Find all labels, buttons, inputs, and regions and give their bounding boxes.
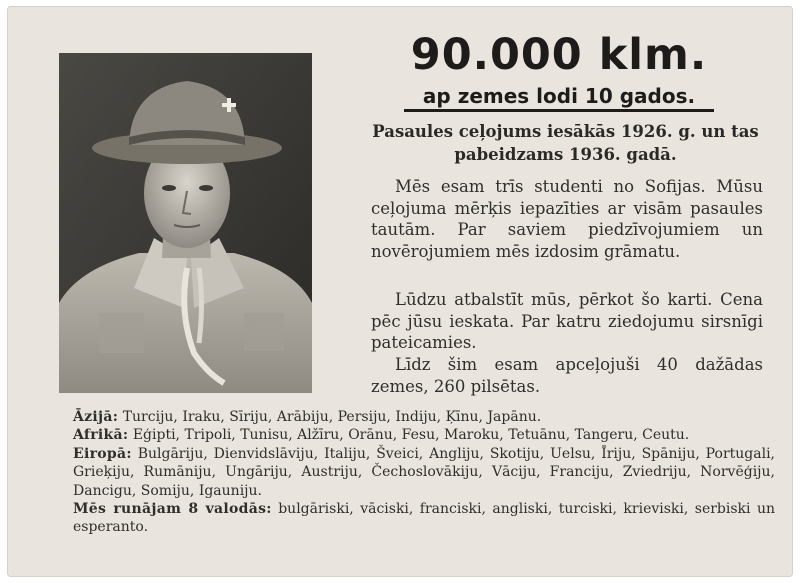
languages	[63, 500, 775, 537]
headline: Pasaules ceļojums iesākās 1926. g. un tas pabeidzams 1936. gadā.	[372, 122, 759, 164]
paragraph-intro: Mēs esam trīs studenti no Sofijas. Mūsu ceļojuma mērķis iepazīties ar visām pasaules tautām. Par saviem piedzīvojumiem un novērojumiem mēs izdosim grāmatu.	[371, 177, 763, 261]
region-label: Eiropā:	[73, 445, 132, 462]
region-africa	[63, 426, 775, 444]
paragraph-travelled: Līdz šim esam apceļojuši 40 dažādas zemes, 260 pilsētas.	[371, 355, 763, 396]
title: 90.000 klm.	[410, 30, 708, 80]
region-label: Āzijā:	[73, 409, 119, 425]
subtitle: ap zemes lodi 10 gados.	[404, 84, 714, 112]
travel-list	[63, 408, 775, 537]
region-countries: Bulgāriju, Dienvidslāviju, Italiju, Šveici, Angliju, Skotiju, Uelsu, Īriju, Spāniju, Portugali, Grieķiju, Rumāniju, Ungāriju, Austriju, Čechoslovākiju, Vāciju, Franciju, Zviedriju, Norvēģiju, Dancigu, Somiju, Igauniju.	[73, 445, 775, 499]
portrait-photo	[59, 53, 312, 393]
region-asia	[63, 408, 775, 426]
region-label: Afrikā:	[73, 427, 129, 444]
postcard	[7, 6, 793, 577]
scout-portrait-image	[59, 53, 312, 393]
region-countries: Turciju, Iraku, Sīriju, Arābiju, Persiju, Indiju, Ķīnu, Japānu.	[122, 409, 542, 425]
region-europe	[63, 445, 775, 500]
languages-label: Mēs runājam 8 valodās:	[73, 501, 272, 518]
region-countries: Eģipti, Tripoli, Tunisu, Alžīru, Orānu, Fesu, Maroku, Tetuānu, Tangeru, Ceutu.	[132, 427, 690, 444]
languages-list: bulgāriski, vāciski, franciski, angliski, turciski, krieviski, serbiski un esperanto.	[73, 501, 775, 536]
paragraph-support: Lūdzu atbalstīt mūs, pērkot šo karti. Cena pēc jūsu ieskata. Par katru ziedojumu sirsnīgi pateicamies.	[371, 290, 763, 352]
